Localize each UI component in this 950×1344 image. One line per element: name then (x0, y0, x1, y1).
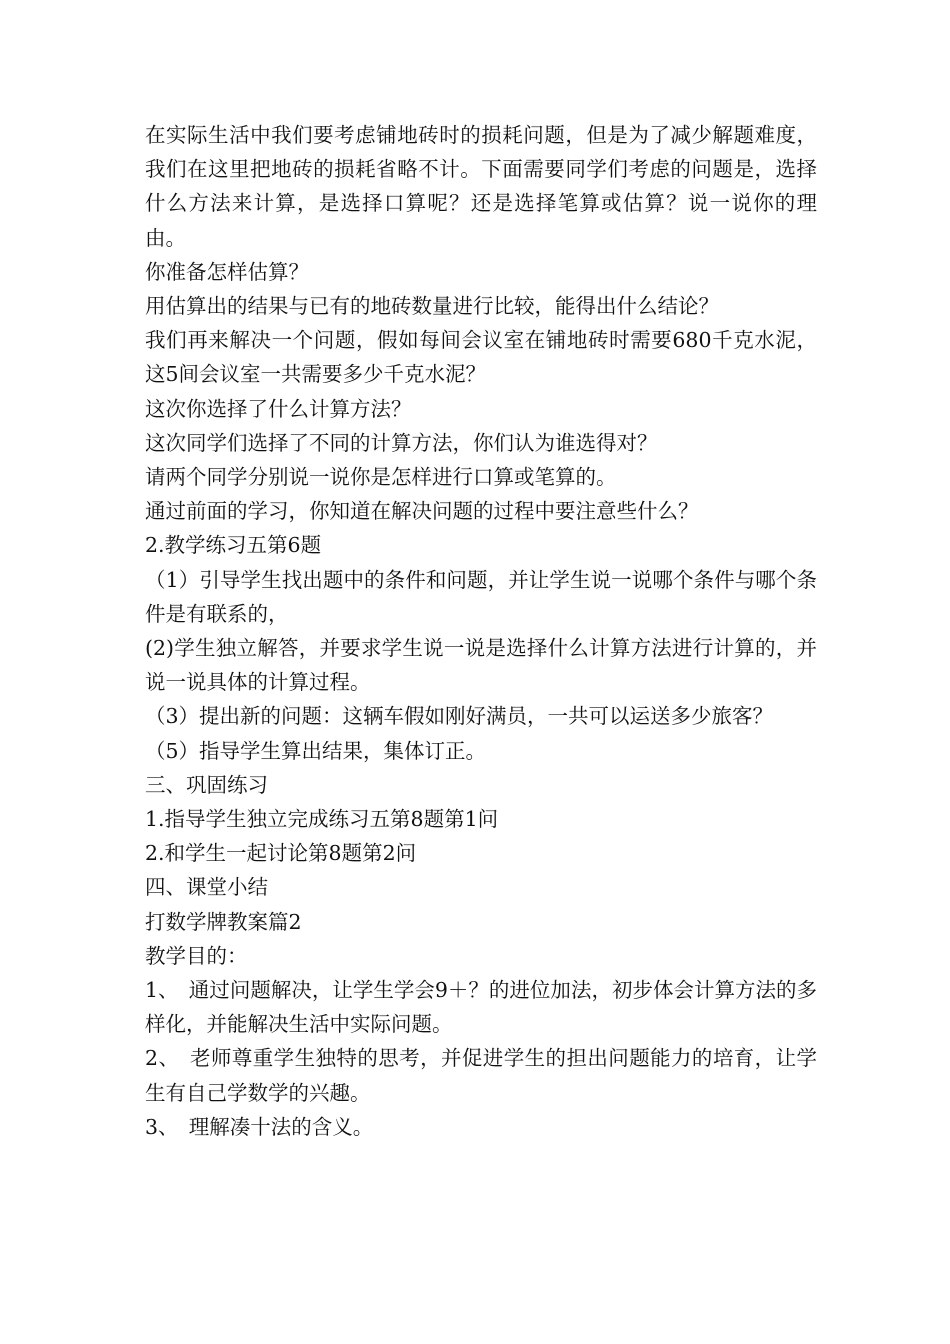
section-heading-summary: 四、课堂小结 (145, 875, 268, 900)
paragraph-who-right: 这次同学们选择了不同的计算方法，你们认为谁选得对？ (145, 430, 658, 455)
paragraph-exercise-heading: 2.教学练习五第6题 (145, 533, 322, 558)
paragraph-method-question: 这次你选择了什么计算方法？ (145, 396, 412, 421)
paragraph-step-2: (2)学生独立解答，并要求学生说一说是选择什么计算方法进行计算的，并说一说具体的计算过程。 (145, 636, 817, 695)
section-heading-consolidate: 三、巩固练习 (145, 772, 268, 797)
document-body (145, 118, 817, 1144)
paragraph-consolidate-1: 1.指导学生独立完成练习五第8题第1问 (145, 807, 499, 832)
objective-item-2: 2、 老师尊重学生独特的思考，并促进学生的担出问题能力的培育，让学生有自己学数学的兴趣。 (145, 1046, 817, 1105)
paragraph-consolidate-2: 2.和学生一起讨论第8题第2问 (145, 841, 417, 866)
paragraph-step-1: （1）引导学生找出题中的条件和问题，并让学生说一说哪个条件与哪个条件是有联系的， (145, 567, 817, 626)
paragraph-explain: 请两个同学分别说一说你是怎样进行口算或笔算的。 (145, 465, 617, 490)
paragraph-cement-problem: 我们再来解决一个问题，假如每间会议室在铺地砖时需要680千克水泥，这5间会议室一共需要多少千克水泥？ (145, 328, 817, 387)
paragraph-intro: 在实际生活中我们要考虑铺地砖时的损耗问题，但是为了减少解题难度，我们在这里把地砖的损耗省略不计。下面需要同学们考虑的问题是，选择什么方法来计算，是选择口算呢？还是选择笔算或估算？说一说你的理由。 (145, 123, 817, 250)
document-subtitle: 打数学牌教案篇2 (145, 909, 302, 934)
paragraph-step-5: （5）指导学生算出结果，集体订正。 (145, 738, 487, 763)
objective-item-1: 1、 通过问题解决，让学生学会9＋？的进位加法，初步体会计算方法的多样化，并能解决生活中实际问题。 (145, 978, 817, 1037)
objective-item-3: 3、 理解凑十法的含义。 (145, 1114, 374, 1139)
paragraph-attention: 通过前面的学习，你知道在解决问题的过程中要注意些什么？ (145, 499, 699, 524)
paragraph-estimate-question: 你准备怎样估算？ (145, 259, 309, 284)
section-heading-objectives: 教学目的： (145, 943, 248, 968)
paragraph-step-3: （3）提出新的问题：这辆车假如刚好满员，一共可以运送多少旅客？ (145, 704, 774, 729)
paragraph-compare-question: 用估算出的结果与已有的地砖数量进行比较，能得出什么结论？ (145, 294, 719, 319)
